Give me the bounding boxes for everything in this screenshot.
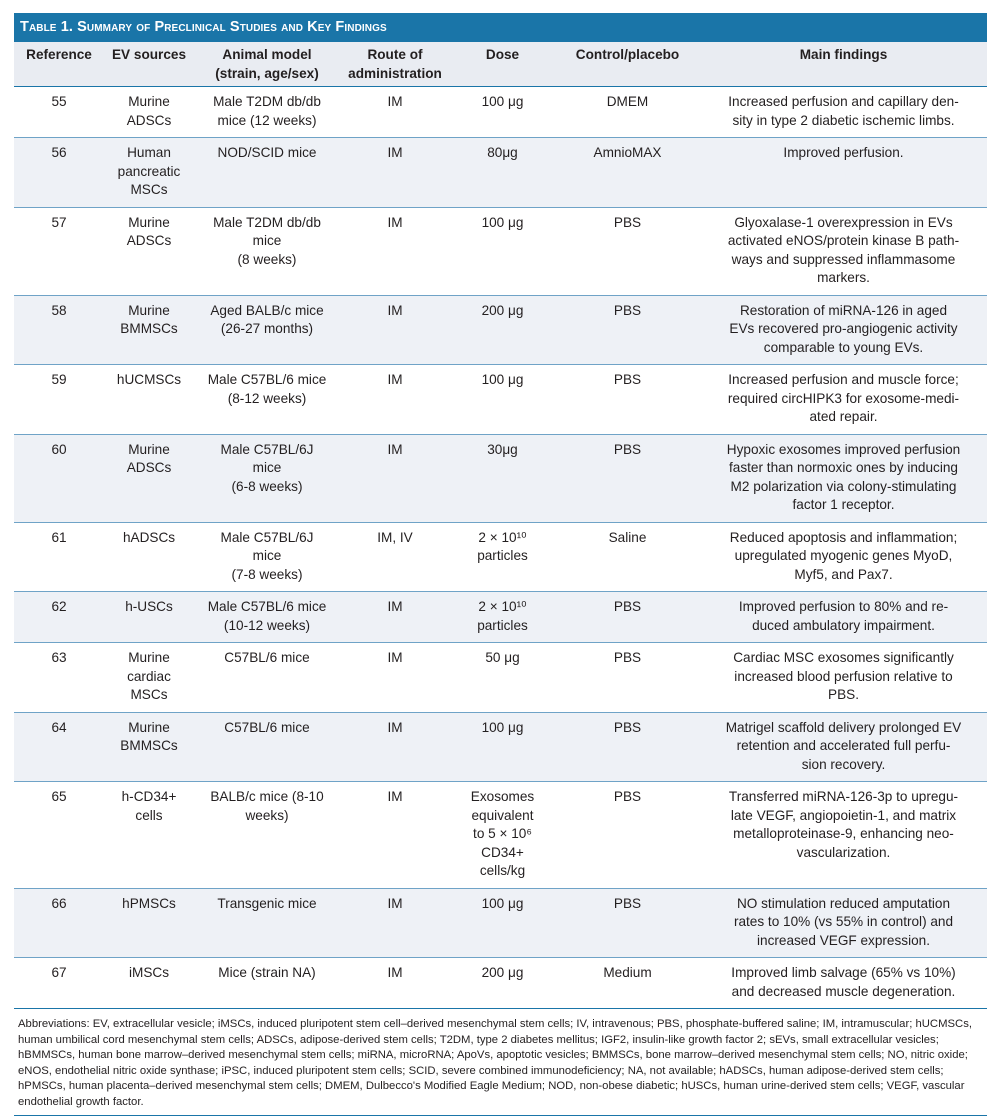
cell-control: PBS [555,207,700,295]
table-row [14,958,987,1009]
cell-dose: 2 × 10¹⁰ particles [450,592,555,643]
cell-reference: 62 [14,592,104,643]
cell-ev-source: Murine ADSCs [104,87,194,138]
cell-animal-model: Male C57BL/6J mice (6-8 weeks) [194,434,340,522]
cell-animal-model: Male C57BL/6 mice (8-12 weeks) [194,365,340,435]
table-title: Table 1. Summary of Preclinical Studies and Key Findings [14,13,987,42]
cell-animal-model: BALB/c mice (8-10 weeks) [194,782,340,889]
cell-animal-model: Aged BALB/c mice (26-27 months) [194,295,340,365]
cell-main-findings: Reduced apoptosis and inflammation; upregulated myogenic genes MyoD, Myf5, and Pax7. [700,522,987,592]
cell-dose: 200 μg [450,295,555,365]
table-row [14,712,987,782]
cell-main-findings: Transferred miRNA-126-3p to upregu- late VEGF, angiopoietin-1, and matrix metalloproteinase-9, enhancing neo- vascularization. [700,782,987,889]
cell-route: IM [340,295,450,365]
cell-dose: 100 μg [450,888,555,958]
cell-animal-model: NOD/SCID mice [194,138,340,208]
cell-reference: 59 [14,365,104,435]
cell-control: PBS [555,712,700,782]
cell-ev-source: h-CD34+ cells [104,782,194,889]
column-header-main-findings: Main findings [700,42,987,87]
cell-dose: 100 μg [450,712,555,782]
cell-control: PBS [555,888,700,958]
cell-dose: 30μg [450,434,555,522]
column-header-animal-model: Animal model (strain, age/sex) [194,42,340,87]
cell-reference: 57 [14,207,104,295]
cell-control: PBS [555,782,700,889]
table-body [14,87,987,1009]
cell-route: IM [340,207,450,295]
column-header-route: Route of administration [340,42,450,87]
cell-ev-source: Murine BMMSCs [104,295,194,365]
cell-main-findings: Hypoxic exosomes improved perfusion faster than normoxic ones by inducing M2 polarization via colony-stimulating factor 1 receptor. [700,434,987,522]
abbreviations-footnote: Abbreviations: EV, extracellular vesicle; iMSCs, induced pluripotent stem cell–derived mesenchymal stem cells; IV, intravenous; PBS, phosphate-buffered saline; IM, intramuscular; hUCMSCs, human umbilical cord mesenchymal stem cells; ADSCs, adipose-derived stem cells; T2DM, type 2 diabetes mellitus; IGF2, insulin-like growth factor 2; sEVs, small extracellular vesicles; hBMMSCs, human bone marrow–derived mesenchymal stem cells; miRNA, microRNA; ApoVs, apoptotic vesicles; BMMSCs, bone marrow–derived mesenchymal stem cells; NO, nitric oxide; eNOS, endothelial nitric oxide synthase; iPSC, induced pluripotent stem cells; SCID, severe combined immunodeficiency; NA, not available; hADSCs, human adipose-derived stem cells; hPMSCs, human placenta–derived mesenchymal stem cells; DMEM, Dulbecco's Modified Eagle Medium; NOD, non-obese diabetic; hUSCs, human urine-derived stem cells; VEGF, vascular endothelial growth factor. [14,1017,987,1116]
cell-reference: 58 [14,295,104,365]
cell-ev-source: hADSCs [104,522,194,592]
table-row [14,87,987,138]
cell-control: Saline [555,522,700,592]
cell-dose: 200 μg [450,958,555,1009]
cell-control: Medium [555,958,700,1009]
cell-main-findings: NO stimulation reduced amputation rates to 10% (vs 55% in control) and increased VEGF expression. [700,888,987,958]
cell-control: PBS [555,295,700,365]
cell-main-findings: Improved limb salvage (65% vs 10%) and decreased muscle degeneration. [700,958,987,1009]
column-header-reference: Reference [14,42,104,87]
cell-animal-model: Male T2DM db/db mice (12 weeks) [194,87,340,138]
cell-route: IM [340,365,450,435]
table-row [14,643,987,713]
summary-table [14,42,987,1009]
table-row [14,592,987,643]
cell-animal-model: C57BL/6 mice [194,643,340,713]
cell-main-findings: Glyoxalase-1 overexpression in EVs activated eNOS/protein kinase B path- ways and suppressed inflammasome markers. [700,207,987,295]
cell-route: IM [340,958,450,1009]
table-header-row [14,42,987,87]
cell-main-findings: Matrigel scaffold delivery prolonged EV retention and accelerated full perfu- sion recovery. [700,712,987,782]
cell-main-findings: Improved perfusion. [700,138,987,208]
cell-ev-source: h-USCs [104,592,194,643]
cell-reference: 55 [14,87,104,138]
cell-route: IM [340,434,450,522]
cell-route: IM [340,643,450,713]
cell-ev-source: iMSCs [104,958,194,1009]
cell-main-findings: Cardiac MSC exosomes significantly increased blood perfusion relative to PBS. [700,643,987,713]
cell-ev-source: Murine ADSCs [104,207,194,295]
cell-control: PBS [555,365,700,435]
cell-control: DMEM [555,87,700,138]
column-header-dose: Dose [450,42,555,87]
cell-route: IM, IV [340,522,450,592]
cell-dose: 50 μg [450,643,555,713]
cell-animal-model: Male T2DM db/db mice (8 weeks) [194,207,340,295]
cell-dose: 100 μg [450,87,555,138]
cell-control: AmnioMAX [555,138,700,208]
cell-main-findings: Restoration of miRNA-126 in aged EVs recovered pro-angiogenic activity comparable to young EVs. [700,295,987,365]
table-row [14,138,987,208]
cell-animal-model: C57BL/6 mice [194,712,340,782]
cell-route: IM [340,712,450,782]
cell-dose: 100 μg [450,207,555,295]
cell-reference: 67 [14,958,104,1009]
cell-ev-source: Murine cardiac MSCs [104,643,194,713]
cell-ev-source: Human pancreatic MSCs [104,138,194,208]
table-row [14,365,987,435]
column-header-control: Control/placebo [555,42,700,87]
cell-reference: 64 [14,712,104,782]
cell-ev-source: Murine BMMSCs [104,712,194,782]
cell-control: PBS [555,592,700,643]
cell-dose: 80μg [450,138,555,208]
cell-reference: 63 [14,643,104,713]
cell-dose: Exosomes equivalent to 5 × 10⁶ CD34+ cells/kg [450,782,555,889]
table-row [14,522,987,592]
cell-ev-source: Murine ADSCs [104,434,194,522]
cell-route: IM [340,592,450,643]
cell-dose: 100 μg [450,365,555,435]
cell-route: IM [340,138,450,208]
cell-reference: 60 [14,434,104,522]
cell-control: PBS [555,643,700,713]
table-row [14,207,987,295]
cell-main-findings: Increased perfusion and capillary den- sity in type 2 diabetic ischemic limbs. [700,87,987,138]
table-row [14,434,987,522]
cell-dose: 2 × 10¹⁰ particles [450,522,555,592]
cell-main-findings: Increased perfusion and muscle force; required circHIPK3 for exosome-medi- ated repair. [700,365,987,435]
table-row [14,782,987,889]
column-header-ev-sources: EV sources [104,42,194,87]
table-row [14,295,987,365]
cell-reference: 65 [14,782,104,889]
cell-reference: 66 [14,888,104,958]
cell-route: IM [340,888,450,958]
cell-animal-model: Male C57BL/6 mice (10-12 weeks) [194,592,340,643]
cell-ev-source: hUCMSCs [104,365,194,435]
cell-animal-model: Male C57BL/6J mice (7-8 weeks) [194,522,340,592]
cell-route: IM [340,87,450,138]
cell-ev-source: hPMSCs [104,888,194,958]
cell-route: IM [340,782,450,889]
table-row [14,888,987,958]
cell-animal-model: Transgenic mice [194,888,340,958]
cell-animal-model: Mice (strain NA) [194,958,340,1009]
cell-main-findings: Improved perfusion to 80% and re- duced ambulatory impairment. [700,592,987,643]
cell-control: PBS [555,434,700,522]
cell-reference: 56 [14,138,104,208]
cell-reference: 61 [14,522,104,592]
